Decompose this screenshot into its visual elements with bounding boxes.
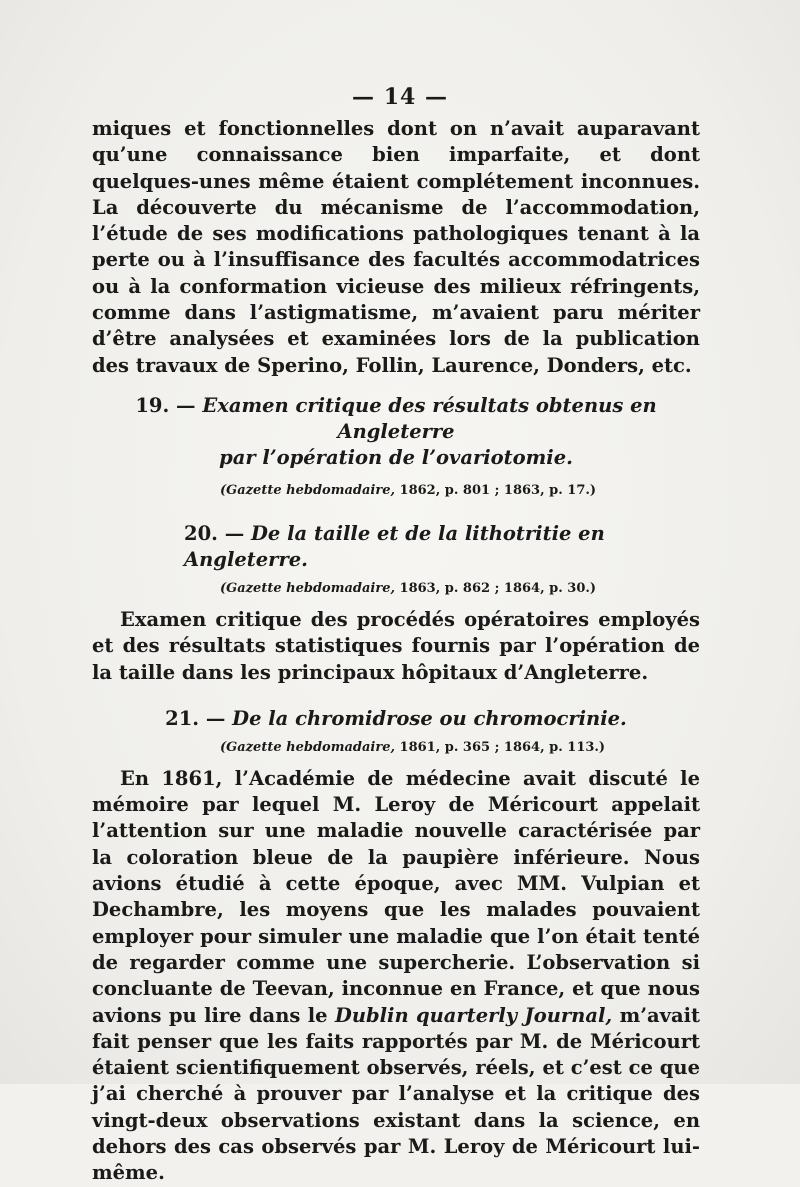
entry-20-number: 20. — — [184, 521, 245, 545]
entry-20-title: De la taille et de la lithotritie en Angleterre. — [184, 521, 605, 571]
entry-19-title-line2 — [92, 445, 700, 471]
dublin-journal-title: Dublin quarterly Journal, — [334, 1003, 613, 1027]
entry-20-title-line — [92, 521, 700, 573]
entry-21-journal: (Gazette hebdomadaire, — [220, 739, 395, 755]
entry-21-description-part1: En 1861, l’Académie de médecine avait discuté le mémoire par lequel M. Leroy de Méricourt appelait l’attention sur une maladie nouvelle caractérisée par la coloration bleue de la paupière inférieure. Nous avions étudié à cette époque, avec MM. Vulpian et Dechambre, les moyens que les malades pouvaient employer pour simuler une maladie que l’on était tenté de regarder comme une supercherie. L’observation si concluante de Teevan, inconnue en France, et que nous avions pu lire dans le — [92, 766, 700, 1027]
entry-21-description — [92, 766, 700, 1187]
entry-21-title-line — [92, 706, 700, 732]
entry-19-title-cont: par l’opération de l’ovariotomie. — [219, 445, 573, 469]
entry-19-journal: (Gazette hebdomadaire, — [220, 482, 395, 498]
entry-20-description: Examen critique des procédés opératoires employés et des résultats statistiques fournis par l’opération de la taille dans les principaux hôpitaux d’Angleterre. — [92, 607, 700, 684]
entry-19-title: Examen critique des résultats obtenus en Angleterre — [202, 393, 657, 443]
entry-19-title-line1 — [92, 393, 700, 445]
entry-21-refs: 1861, p. 365 ; 1864, p. 113.) — [399, 739, 606, 755]
entry-19-source — [92, 481, 700, 501]
entry-21-title: De la chromidrose ou chromocrinie. — [232, 706, 627, 730]
intro-paragraph: miques et fonctionnelles dont on n’avait auparavant qu’une connaissance bien imparfaite, et dont quelques-unes même étaient complétement inconnues. La découverte du mécanisme de l’accommodation, l’étude de ses modifications pathologiques tenant à la perte ou à l’insuffisance des facultés accommodatrices ou à la conformation vicieuse des milieux réfringents, comme dans l’astigmatisme, m’avaient paru mériter d’être analysées et examinées lors de la publication des travaux de Sperino, Follin, Laurence, Donders, etc. — [92, 117, 700, 377]
entry-20-journal: (Gazette hebdomadaire, — [220, 580, 395, 596]
entry-21-description-part2: m’avait fait penser que les faits rapportés par M. de Méricourt étaient scientifiquement observés, réels, et c’est ce que j’ai cherché à prouver par l’analyse et la critique des vingt-deux observations existant dans la science, en dehors des cas observés par M. Leroy de Méricourt lui-même. — [92, 1003, 700, 1185]
entry-21-source — [92, 738, 700, 758]
page-number: — 14 — — [352, 84, 448, 110]
entry-21-number: 21. — — [165, 706, 226, 730]
entry-19-number: 19. — — [135, 393, 196, 417]
page-content — [92, 116, 700, 1187]
entry-20-refs: 1863, p. 862 ; 1864, p. 30.) — [399, 580, 597, 596]
entry-20-source — [92, 579, 700, 599]
entry-19-refs: 1862, p. 801 ; 1863, p. 17.) — [399, 482, 597, 498]
